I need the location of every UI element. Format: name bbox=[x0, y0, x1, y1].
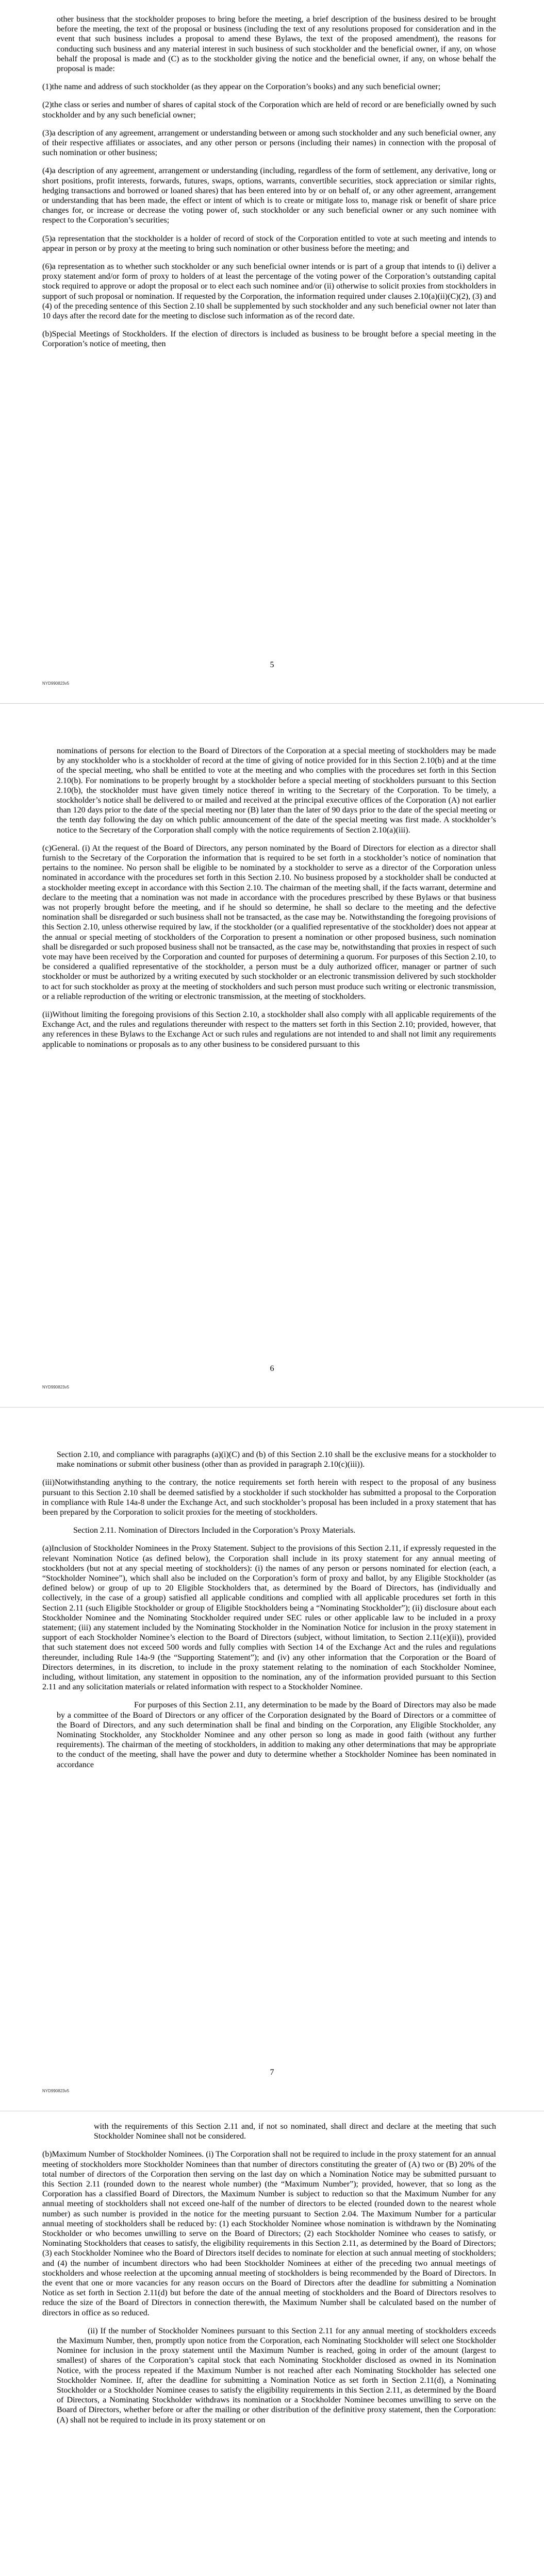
paragraph: (3)a description of any agreement, arrangement or understanding between or among such stockholder and any such beneficial owner, any of their respective affiliates or associates, and any other person or persons (including their names) in connection with the proposal of such nomination or other business; bbox=[42, 128, 496, 158]
paragraph: with the requirements of this Section 2.11 and, if not so nominated, shall direct and declare at the meeting that such Stockholder Nominee shall not be considered. bbox=[94, 2122, 496, 2141]
page-5 bbox=[0, 0, 544, 703]
paragraph: (ii) If the number of Stockholder Nominees pursuant to this Section 2.11 for any annual meeting of stockholders exceeds the Maximum Number, then, promptly upon notice from the Corporation, each Nominating Stockholder will select one Stockholder Nominee for inclusion in the proxy statement until the Maximum Number is reached, going in order of the amount (largest to smallest) of shares of the Corporation’s capital stock that each Nominating Stockholder disclosed as owned in its Nomination Notice, with the process repeated if the Maximum Number is not reached after each Nominating Stockholder has selected one Stockholder Nominee. If, after the deadline for submitting a Nomination Notice as set forth in Section 2.11(d), a Nominating Stockholder or a Stockholder Nominee ceases to satisfy the eligibility requirements in this Section 2.11, as determined by the Board of Directors, a Nominating Stockholder withdraws its nomination or a Stockholder Nominee becomes unwilling to serve on the Board of Directors, whether before or after the mailing or other distribution of the definitive proxy statement, then the Corporation: (A) shall not be required to include in its proxy statement or on bbox=[57, 2326, 496, 2425]
paragraph: (5)a representation that the stockholder is a holder of record of stock of the Corporation entitled to vote at such meeting and intends to appear in person or by proxy at the meeting to bring such nomination or other business before the meeting; and bbox=[42, 234, 496, 253]
section-heading: Section 2.11. Nomination of Directors Included in the Corporation’s Proxy Materials. bbox=[73, 1526, 356, 1535]
footer-code: NYD990823v5 bbox=[42, 2089, 70, 2093]
page-8-text bbox=[42, 2122, 496, 2433]
paragraph: Section 2.10, and compliance with paragraphs (a)(i)(C) and (b) of this Section 2.10 shall be the exclusive means for a stockholder to make nominations or submit other business (other than as provided in paragraph 2.10(c)(iii)). bbox=[57, 1450, 496, 1469]
footer-code: NYD990823v5 bbox=[42, 1385, 70, 1389]
page-number: 6 bbox=[270, 1364, 274, 1373]
page-6 bbox=[0, 704, 544, 1407]
paragraph: (iii)Notwithstanding anything to the contrary, the notice requirements set forth herein with respect to the proposal of any business pursuant to this Section 2.10 shall be deemed satisfied by a stockholder if such stockholder has submitted a proposal to the Corporation in compliance with Rule 14a-8 under the Exchange Act, and such stockholder’s proposal has been included in a proxy statement that has been prepared by the Corporation to solicit proxies for the meeting of stockholders. bbox=[42, 1478, 496, 1517]
paragraph: (ii)Without limiting the foregoing provisions of this Section 2.10, a stockholder shall also comply with all applicable requirements of the Exchange Act, and the rules and regulations thereunder with respect to the matters set forth in this Section 2.10; provided, however, that any references in these Bylaws to the Exchange Act or such rules and regulations are not intended to and shall not limit any requirements applicable to nominations or proposals as to any other business to be considered pursuant to this bbox=[42, 1010, 496, 1049]
paragraph: (b)Maximum Number of Stockholder Nominees. (i) The Corporation shall not be required to include in the proxy statement for an annual meeting of stockholders more Stockholder Nominees than that number of directors constituting the greater of (A) two or (B) 20% of the total number of directors of the Corporation then serving on the last day on which a Nomination Notice may be submitted pursuant to this Section 2.11 (rounded down to the nearest whole number) (the “Maximum Number”); provided, however, that so long as the Corporation has a classified Board of Directors, the Maximum Number is subject to reduction so that the Maximum Number for any annual meeting of stockholders shall not exceed one-half of the number of directors to be elected (rounded down to the nearest whole number) as such number is provided in the notice for the meeting pursuant to Section 2.04. The Maximum Number for a particular annual meeting of stockholders shall be reduced by: (1) each Stockholder Nominee whose nomination is withdrawn by the Nominating Stockholder or who becomes unwilling to serve on the Board of Directors; (2) each Stockholder Nominee who ceases to satisfy, or Nominating Stockholders that ceases to satisfy, the eligibility requirements in this Section 2.11, as determined by the Board of Directors; (3) each Stockholder Nominee who the Board of Directors itself decides to nominate for election at such annual meeting of stockholders; and (4) the number of incumbent directors who had been Stockholder Nominees at either of the preceding two annual meetings of stockholders and whose reelection at the upcoming annual meeting of stockholders is being recommended by the Board of Directors. In the event that one or more vacancies for any reason occurs on the Board of Directors after the deadline for submitting a Nomination Notice as set forth in Section 2.11(d) but before the date of the annual meeting of stockholders and the Board of Directors resolves to reduce the size of the Board of Directors in connection therewith, the Maximum Number shall be calculated based on the number of directors in office as so reduced. bbox=[42, 2150, 496, 2317]
paragraph: (c)General. (i) At the request of the Board of Directors, any person nominated by the Board of Directors for election as a director shall furnish to the Secretary of the Corporation the information that is required to be set forth in a stockholder’s notice of nomination that pertains to the nominee. No person shall be eligible to be nominated by a stockholder to serve as a director of the Corporation unless nominated in accordance with the procedures set forth in this Section 2.10. No business proposed by a stockholder shall be conducted at a stockholder meeting except in accordance with this Section 2.10. The chairman of the meeting shall, if the facts warrant, determine and declare to the meeting that a nomination was not made in accordance with the procedures prescribed by these Bylaws or that business was not properly brought before the meeting, and if he should so determine, he shall so declare to the meeting and the defective nomination shall be disregarded or such business shall not be transacted, as the case may be. Notwithstanding the foregoing provisions of this Section 2.10, unless otherwise required by law, if the stockholder (or a qualified representative of the stockholder) does not appear at the annual or special meeting of stockholders of the Corporation to present a nomination or other proposed business, such nomination shall be disregarded or such proposed business shall not be transacted, as the case may be, notwithstanding that proxies in respect of such vote may have been received by the Corporation and counted for purposes of determining a quorum. For purposes of this Section 2.10, to be considered a qualified representative of the stockholder, a person must be a duly authorized officer, manager or partner of such stockholder or must be authorized by a writing executed by such stockholder or an electronic transmission delivered by such stockholder to act for such stockholder as proxy at the meeting of stockholders and such person must produce such writing or electronic transmission, or a reliable reproduction of the writing or electronic transmission, at the meeting of stockholders. bbox=[42, 843, 496, 1001]
paragraph: nominations of persons for election to the Board of Directors of the Corporation at a special meeting of stockholders may be made by any stockholder who is a stockholder of record at the time of giving of notice provided for in this Section 2.10(b) and at the time of the special meeting, who shall be entitled to vote at the meeting and who complies with the procedures set forth in this Section 2.10(b). For nominations to be properly brought by a stockholder before a special meeting of stockholders pursuant to this Section 2.10(b), the stockholder must have given timely notice thereof in writing to the Secretary of the Corporation. To be timely, a stockholder’s notice shall be delivered to or mailed and received at the principal executive offices of the Corporation (A) not earlier than 120 days prior to the date of the special meeting nor (B) later than the later of 90 days prior to the date of the special meeting or the tenth day following the day on which public announcement of the date of the special meeting was first made. A stockholder’s notice to the Secretary of the Corporation shall comply with the notice requirements of Section 2.10(a)(iii). bbox=[57, 747, 496, 835]
paragraph: (2)the class or series and number of shares of capital stock of the Corporation which are held of record or are beneficially owned by such stockholder and by any such beneficial owner; bbox=[42, 100, 496, 120]
footer-code: NYD990823v5 bbox=[42, 681, 70, 686]
paragraph: For purposes of this Section 2.11, any determination to be made by the Board of Directors may also be made by a committee of the Board of Directors or any officer of the Corporation designated by the Board of Directors or a committee of the Board of Directors, and any such determination shall be final and binding on the Corporation, any Eligible Stockholder, any Nominating Stockholder, any Stockholder Nominee and any other person so long as made in good faith (without any further requirements). The chairman of the meeting of stockholders, in addition to making any other determinations that may be appropriate to the conduct of the meeting, shall have the power and duty to determine whether a Stockholder Nominee has been nominated in accordance bbox=[57, 1701, 496, 1769]
paragraph: (4)a description of any agreement, arrangement or understanding (including, regardless of the form of settlement, any derivative, long or short positions, profit interests, forwards, futures, swaps, options, warrants, convertible securities, stock appreciation or similar rights, hedging transactions and borrowed or loaned shares) that has been entered into by or on behalf of, or any other agreement, arrangement or understanding that has been made, the effect or intent of which is to create or mitigate loss to, manage risk or benefit of share price changes for, or increase or decrease the voting power of, such stockholder or any such beneficial owner or any such nominee with respect to the Corporation’s securities; bbox=[42, 166, 496, 225]
page-5-text bbox=[42, 14, 496, 358]
paragraph: (b)Special Meetings of Stockholders. If the election of directors is included as business to be brought before a special meeting in the Corporation’s notice of meeting, then bbox=[42, 330, 496, 349]
paragraph: other business that the stockholder proposes to bring before the meeting, a brief description of the business desired to be brought before the meeting, the text of the proposal or business (including the text of any resolutions proposed for consideration and in the event that such business includes a proposal to amend these Bylaws, the text of the proposed amendment), the reasons for conducting such business and any material interest in such business of such stockholder and the beneficial owner, if any, on whose behalf the proposal is made and (C) as to the stockholder giving the notice and the beneficial owner, if any, on whose behalf the proposal is made: bbox=[57, 15, 496, 74]
page-number: 7 bbox=[270, 2068, 274, 2077]
page-7 bbox=[0, 1408, 544, 2111]
page-7-text bbox=[42, 1450, 496, 1778]
paragraph: (1)the name and address of such stockholder (as they appear on the Corporation’s books) and any such beneficial owner; bbox=[42, 82, 441, 92]
paragraph: (6)a representation as to whether such stockholder or any such beneficial owner intends or is part of a group that intends to (i) deliver a proxy statement and/or form of proxy to holders of at least the percentage of the voting power of the Corporation’s outstanding capital stock required to approve or adopt the proposal or to elect each such nominee and/or (ii) otherwise to solicit proxies from stockholders in support of such proposal or nomination. If requested by the Corporation, the information required under clauses 2.10(a)(ii)(C)(2), (3) and (4) of the preceding sentence of this Section 2.10 shall be supplemented by such stockholder and any such beneficial owner not later than 10 days after the record date for the meeting to disclose such information as of the record date. bbox=[42, 262, 496, 321]
page-8 bbox=[0, 2111, 544, 2576]
paragraph: (a)Inclusion of Stockholder Nominees in the Proxy Statement. Subject to the provisions of this Section 2.11, if expressly requested in the relevant Nomination Notice (as defined below), the Corporation shall include in its proxy statement for any annual meeting of stockholders (but not at any special meeting of stockholders): (i) the names of any person or persons nominated for election (each, a “Stockholder Nominee”), which shall also be included on the Corporation’s form of proxy and ballot, by any Eligible Stockholder (as defined below) or group of up to 20 Eligible Stockholders that, as determined by the Board of Directors, has (individually and collectively, in the case of a group) satisfied all applicable conditions and complied with all applicable procedures set forth in this Section 2.11 (such Eligible Stockholder or group of Eligible Stockholders being a “Nominating Stockholder”); (ii) disclosure about each Stockholder Nominee and the Nominating Stockholder required under SEC rules or other applicable law to be included in a proxy statement; (iii) any statement included by the Nominating Stockholder in the Nomination Notice for inclusion in the proxy statement in support of each Stockholder Nominee’s election to the Board of Directors (subject, without limitation, to Section 2.11(e)(ii)), provided that such statement does not exceed 500 words and fully complies with Section 14 of the Exchange Act and the rules and regulations thereunder, including Rule 14a-9 (the “Supporting Statement”); and (iv) any other information that the Corporation or the Board of Directors determines, in its discretion, to include in the proxy statement relating to the nomination of each Stockholder Nominee, including, without limitation, any statement in opposition to the nomination, any of the information provided pursuant to this Section 2.11 and any solicitation materials or related information with respect to a Stockholder Nominee. bbox=[42, 1544, 496, 1692]
page-6-text bbox=[42, 746, 496, 1058]
page-number: 5 bbox=[270, 660, 274, 669]
